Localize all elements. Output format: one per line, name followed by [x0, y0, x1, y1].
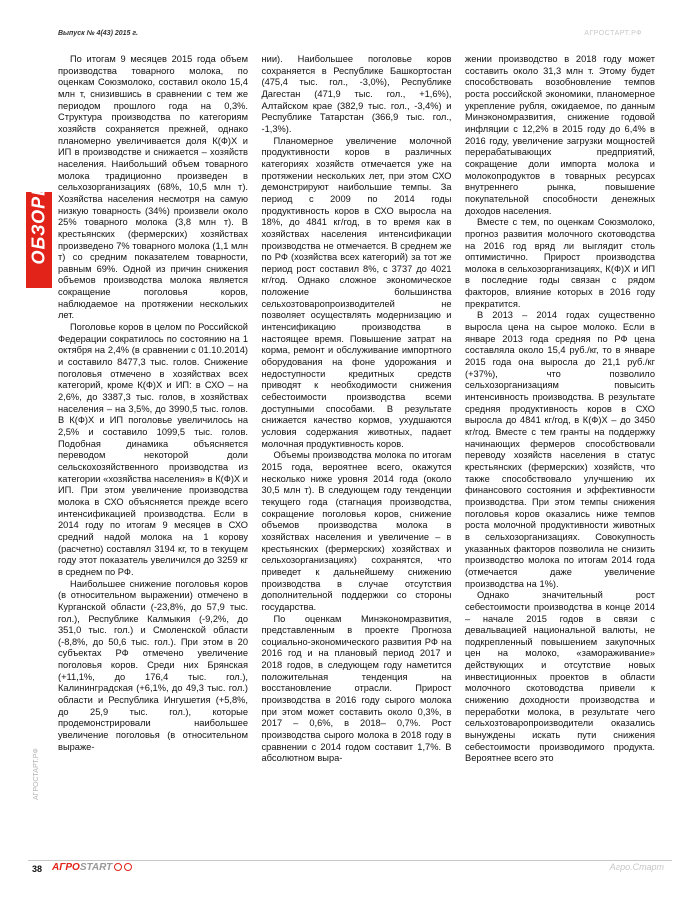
paragraph: В 2013 – 2014 годах существенно выросла цена на сырое молоко. Если в январе 2013 года средняя по РФ цена составляла около 15,4 руб./кг, то в январе 2015 года она выросла до 21,1 руб./кг (+37%), что позволило сельхозорганизациям повысить интенсивность производства. В результате средняя продуктивность коров в СХО выросла до 4841 кг/год, в К(Ф)Х – до 3450 кг/год. Вместе с тем гранты на поддержку начинающих фермеров способствовали переводу хозяйств населения в статус крестьянских (фермерских) хозяйств, что также способствовало улучшению их финансового состояния и эффективности производства. При этом темпы снижения поголовья коров оказались ниже темпов роста молочной продуктивности животных в сельхозорганизациях. Совокупность указанных факторов позволила не снизить производство молока по итогам 2014 года (отмечается даже увеличение производства на 1%).	[465, 310, 655, 589]
paragraph: жении производство в 2018 году может составить около 31,3 млн т. Этому будет способствовать возобновление темпов роста российской экономики, планомерное укрепление рубля, ожидаемое, по данным Минэкономразвития, снижение годовой инфляции с 12,2% в 2015 году до 6,4% в 2016 году, увеличение загрузки мощностей перерабатывающих предприятий, сокращение доли импорта молока и молокопродуктов в товарных ресурсах внутреннего рынка, повышение покупательной способности денежных доходов населения.	[465, 54, 655, 216]
logo-circle-icon	[124, 863, 132, 871]
paragraph: Однако значительный рост себестоимости производства в конце 2014 – начале 2015 годов в связи с девальвацией национальной валюты, не подкрепленный повышением закупочных цен на молоко, «замораживание» действующих и отсутствие новых инвестиционных проектов в области молочного скотоводства привели к снижению доходности производства и переработки молока, в результате чего сельхозтоваропроизводители оказались вынуждены искать пути снижения себестоимости производимого продукта. Вероятнее всего это	[465, 590, 655, 764]
paragraph: Наибольшее снижение поголовья коров (в относительном выражении) отмечено в Курганской области (-23,8%, до 57,9 тыс. гол.), Республике Калмыкия (-9,2%, до 351,0 тыс. гол.) и Смоленской области (-8,8%, до 50,6 тыс. гол.). При этом в 20 субъектах РФ отмечено увеличение поголовья коров. Среди них Брянская (+11,1%, до 176,4 тыс. гол.), Калининградская (+6,1%, до 49,3 тыс. гол.) области и Республика Ингушетия (+5,8%, до 25,9 тыс. гол.), которые продемонстрировали наибольшее увеличение поголовья (в относительном выраже-	[58, 578, 248, 752]
paragraph: Планомерное увеличение молочной продуктивности коров в различных категориях хозяйств отмечается уже на протяжении нескольких лет, при этом СХО демонстрируют наибольшие темпы. За период с 2009 по 2014 годы продуктивность коров в СХО выросла на 18%, до 4841 кг/год, в то время как в хозяйствах населения интенсификации производства не отмечается. В среднем же по РФ (хозяйства всех категорий) за тот же период рост составил 8%, с 3737 до 4021 кг/год. Однако сложное экономическое положение большинства сельхозтоваропроизводителей не позволяет осуществлять модернизацию и интенсификацию производства в настоящее время. Повышение затрат на корма, ремонт и обслуживание импортного оборудования на фоне удорожания и недоступности кредитных средств приводят к необходимости снижения себестоимости производства всеми доступными способами. В результате снижается качество кормов, ухудшаются условия содержания животных, падает молочная продуктивность коров.	[261, 135, 452, 449]
column-1	[58, 54, 248, 849]
logo-text-agro: АГРО	[52, 862, 80, 873]
logo-text-start: START	[79, 862, 113, 873]
site-header: АГРОСТАРТ.РФ	[584, 30, 642, 37]
column-2	[262, 54, 452, 849]
paragraph: По оценкам Минэкономразвития, представленным в проекте Прогноза социально-экономического развития РФ на 2016 год и на плановый период 2017 и 2018 годов, в следующем году наметится положительная тенденция на восстановление отрасли. Прирост производства в 2016 году сырого молока при этом может составить около 0,3%, в 2017 – 0,6%, в 2018– 0,7%. Рост производства сырого молока в 2018 году в сравнении с 2014 годом составит 1,7%. В абсолютном выра-	[261, 613, 452, 764]
footer-logo	[52, 862, 132, 873]
footer-watermark: Агро.Старт	[609, 862, 664, 872]
side-site-text: АГРОСТАРТ.РФ	[33, 748, 40, 800]
logo-circle-icon	[114, 863, 122, 871]
column-3	[465, 54, 655, 849]
footer-divider	[28, 860, 672, 861]
paragraph: нии). Наибольшее поголовье коров сохраняется в Республике Башкортостан (475,4 тыс. гол., -3,0%), Республике Дагестан (471,9 тыс. гол., +1,6%), Алтайском крае (382,9 тыс. гол., -3,4%) и Республике Татарстан (366,9 тыс. гол., -1,3%).	[261, 54, 452, 134]
issue-header: Выпуск № 4(43) 2015 г.	[58, 30, 138, 37]
section-label: ОБЗОРЫ	[28, 176, 49, 265]
paragraph: Объемы производства молока по итогам 2015 года, вероятнее всего, окажутся несколько ниже уровня 2014 года (около 30,5 млн т). В следующем году тенденции текущего года (стагнация производства, сокращение поголовья коров, снижение объемов производства молока в хозяйствах населения и увеличение – в крестьянских (фермерских) хозяйствах и сельхозорганизациях) сохранятся, что приведет к дальнейшему снижению производства в случае отсутствия дополнительной поддержки со стороны государства.	[261, 450, 452, 612]
article-body	[58, 54, 655, 849]
page-number: 38	[32, 864, 43, 874]
paragraph: Вместе с тем, по оценкам Союзмолоко, прогноз развития молочного скотоводства на 2016 год вряд ли выглядит столь оптимистично. Прирост производства молока в сельхозорганизациях, К(Ф)Х и ИП в последние годы связан с рядом факторов, влияние которых в 2016 году прекратится.	[465, 217, 655, 309]
paragraph: Поголовье коров в целом по Российской Федерации сократилось по состоянию на 1 октября на 2,4% (в сравнении с 01.10.2014) и составило 8477,3 тыс. голов. Снижение поголовья отмечено в хозяйствах всех категорий, кроме К(Ф)Х и ИП: в СХО – на 2,6%, до 3387,3 тыс. голов, в хозяйствах населения – на 3,5%, до 3990,5 тыс. голов. В К(Ф)Х и ИП поголовье увеличилось на 2,5% и составило 1099,5 тыс. голов. Подобная динамика объясняется переводом некоторой доли сельскохозяйственного производства из категории «хозяйства населения» в К(Ф)Х и ИП. При этом увеличение производства молока в СХО объясняется прежде всего интенсификацией производства. Если в 2014 году по итогам 9 месяцев в СХО средний надой молока на 1 корову (расчетно) составлял 3194 кг, то в текущем году этот показатель увеличился до 3259 кг в среднем по РФ.	[58, 322, 248, 577]
paragraph: По итогам 9 месяцев 2015 года объем производства товарного молока, по оценкам Союзмолоко, составил около 15,4 млн т, снизившись в сравнении с тем же периодом прошлого года на 0,3%. Структура производства по категориям хозяйств сохраняется прежней, однако планомерно увеличивается доля К(Ф)Х и ИП в производстве и снижается – хозяйств населения. Наибольший объем товарного молока традиционно произведен в сельхозорганизациях (68%, 10,5 млн т). Хозяйства населения несмотря на самую низкую товарность (34%) произвели около 25% товарного молока (3,8 млн т). В крестьянских (фермерских) хозяйствах произведено 7% товарного молока (1,1 млн т) со средним показателем товарности, равным 69%. Одной из причин снижения объемов производства молока является сокращение поголовья коров, наблюдаемое на протяжении нескольких лет.	[58, 54, 248, 321]
